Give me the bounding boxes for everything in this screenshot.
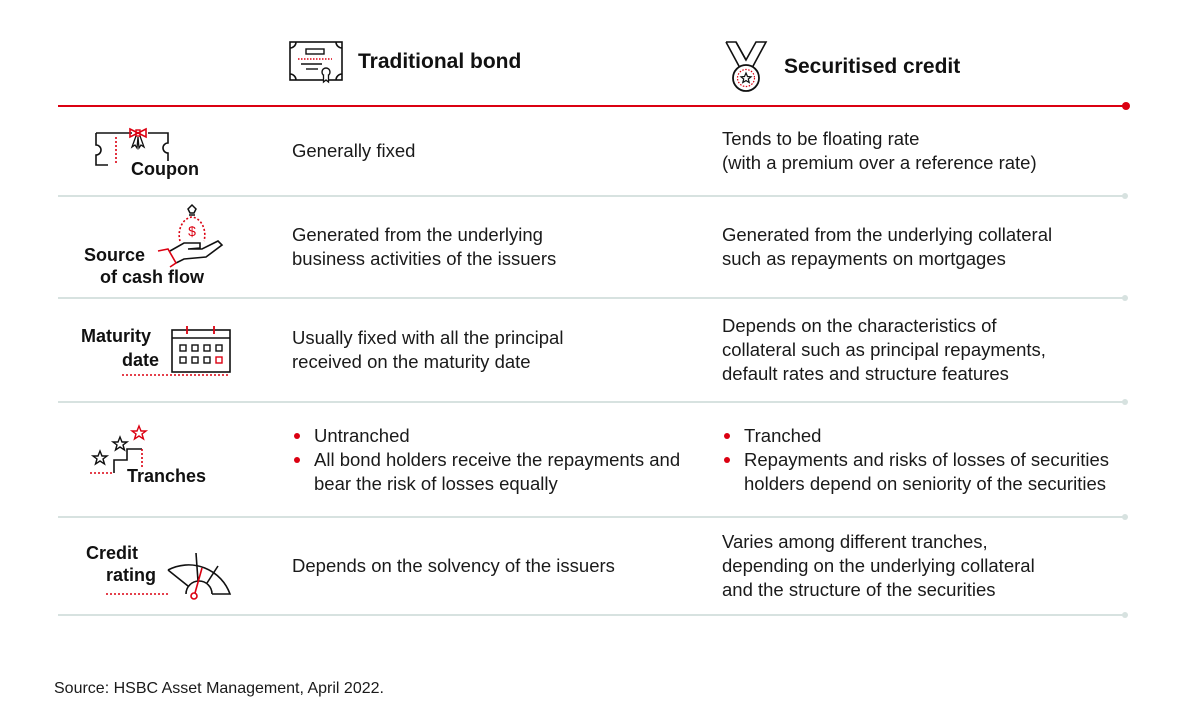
column-title-securitised: Securitised credit — [784, 55, 961, 78]
traditional-cell — [292, 107, 712, 195]
securitised-cell — [722, 107, 1122, 195]
cell-text-line: Tends to be floating rate — [722, 128, 920, 149]
cell-text-line: (with a premium over a reference rate) — [722, 152, 1037, 173]
table-row-source-of-cash-flow — [58, 197, 1130, 299]
svg-text:$: $ — [188, 223, 196, 239]
gauge-icon — [106, 554, 230, 600]
row-label-text: of cash flow — [100, 267, 205, 287]
row-divider-dot — [1122, 612, 1128, 618]
securitised-cell — [722, 403, 1122, 516]
column-header-traditional-bond — [288, 40, 521, 84]
column-title-traditional: Traditional bond — [358, 50, 522, 73]
securitised-cell — [722, 197, 1122, 297]
table-row-tranches — [58, 403, 1130, 518]
cell-text-line: received on the maturity date — [292, 351, 531, 372]
cell-text-line: depending on the underlying collateral — [722, 555, 1035, 576]
row-label-text: Maturity — [81, 326, 152, 346]
cell-text-line: Varies among different tranches, — [722, 531, 988, 552]
bullet-list — [722, 424, 1122, 496]
securitised-cell — [722, 518, 1122, 614]
column-header-securitised-credit — [722, 40, 960, 94]
row-label-source-of-cash-flow — [58, 197, 258, 299]
row-label-text: Credit — [86, 543, 139, 563]
row-label-text: rating — [106, 565, 157, 585]
cell-text: Generally fixed — [292, 140, 416, 161]
row-label-coupon — [58, 107, 258, 197]
cell-text-line: Generated from the underlying collateral — [722, 224, 1053, 245]
bullet-list — [292, 424, 712, 496]
traditional-cell — [292, 403, 712, 516]
bullet-item: Repayments and risks of losses of securities holders depend on seniority of the securities — [722, 448, 1122, 496]
cell-text-line: Generated from the underlying — [292, 224, 543, 245]
row-divider — [58, 614, 1126, 616]
table-row-credit-rating — [58, 518, 1130, 616]
calendar-icon — [120, 323, 232, 379]
cell-text-line: default rates and structure features — [722, 363, 1009, 384]
cell-text: Depends on the solvency of the issuers — [292, 555, 615, 576]
medal-icon — [722, 40, 770, 94]
cell-text-line: business activities of the issuers — [292, 248, 557, 269]
row-label-text: date — [122, 350, 160, 370]
bullet-item: All bond holders receive the repayments and bear the risk of losses equally — [292, 448, 712, 496]
row-label-maturity-date — [58, 299, 258, 403]
traditional-cell — [292, 518, 712, 614]
row-label-tranches — [58, 403, 258, 518]
row-label-text: Coupon — [131, 159, 199, 179]
hand-money-bag-icon — [156, 203, 228, 275]
securitised-cell — [722, 299, 1122, 401]
traditional-cell — [292, 197, 712, 297]
traditional-cell — [292, 299, 712, 401]
row-label-credit-rating — [58, 518, 258, 616]
cell-text-line: and the structure of the securities — [722, 579, 996, 600]
row-label-text: Tranches — [127, 466, 207, 486]
table-row-coupon — [58, 107, 1130, 197]
table-row-maturity-date — [58, 299, 1130, 403]
cell-text-line: Depends on the characteristics of — [722, 315, 997, 336]
cell-text-line: Usually fixed with all the principal — [292, 327, 564, 348]
table-header — [0, 0, 1179, 106]
certificate-icon — [288, 40, 344, 84]
bullet-item: Untranched — [292, 424, 712, 448]
cell-text-line: such as repayments on mortgages — [722, 248, 1006, 269]
source-note: Source: HSBC Asset Management, April 2022. — [54, 680, 384, 697]
row-label-text: Source — [84, 245, 146, 265]
bullet-item: Tranched — [722, 424, 1122, 448]
cell-text-line: collateral such as principal repayments, — [722, 339, 1046, 360]
